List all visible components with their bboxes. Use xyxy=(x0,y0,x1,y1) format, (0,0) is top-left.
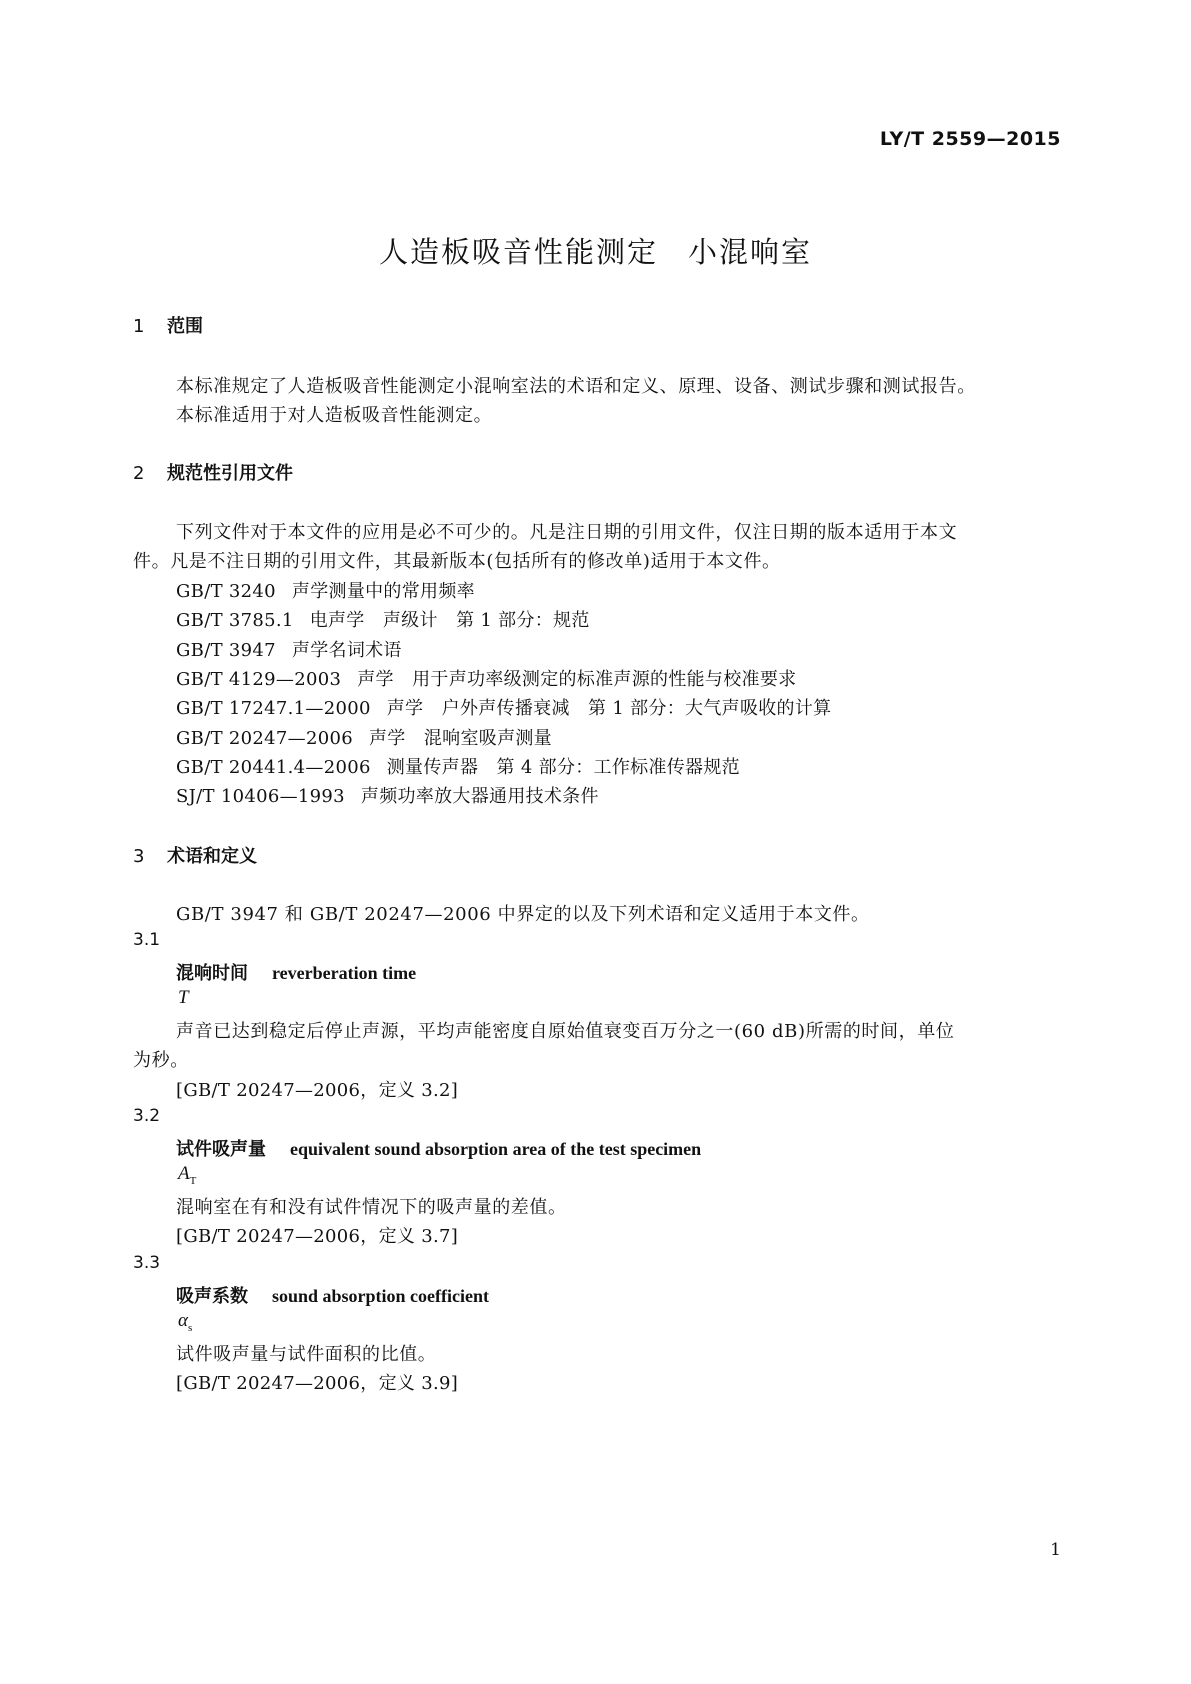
clause-number: 3.3 xyxy=(133,1253,161,1273)
title-main: 人造板吸音性能测定 xyxy=(378,235,658,269)
reference-item: GB/T 3240 声学测量中的常用频率 xyxy=(176,581,475,602)
term-definition: 声音已达到稳定后停止声源，平均声能密度自原始值衰变百万分之一(60 dB)所需的时间，单位 xyxy=(176,1021,955,1042)
clause-number: 3.1 xyxy=(133,930,161,950)
term-definition-continued: 为秒。 xyxy=(133,1050,189,1071)
references-intro-line-1: 下列文件对于本文件的应用是必不可少的。凡是注日期的引用文件，仅注日期的版本适用于本文 xyxy=(176,522,958,543)
title-sub: 小混响室 xyxy=(688,235,813,269)
references-intro-line-2: 件。凡是不注日期的引用文件，其最新版本(包括所有的修改单)适用于本文件。 xyxy=(133,551,781,572)
clause-number: 3.2 xyxy=(133,1106,161,1126)
reference-item: GB/T 17247.1—2000 声学 户外声传播衰减 第 1 部分：大气声吸收的计算 xyxy=(176,698,832,719)
reference-item: GB/T 20441.4—2006 测量传声器 第 4 部分：工作标准传器规范 xyxy=(176,757,740,778)
section-number: 3 xyxy=(133,846,145,867)
section-title: 术语和定义 xyxy=(167,846,257,867)
section-2-heading xyxy=(133,459,293,485)
scope-paragraph-2: 本标准适用于对人造板吸音性能测定。 xyxy=(176,405,493,426)
section-number: 2 xyxy=(133,463,145,484)
section-title: 规范性引用文件 xyxy=(167,463,293,484)
section-1-heading xyxy=(133,312,203,338)
document-title xyxy=(0,230,1191,271)
section-number: 1 xyxy=(133,316,145,337)
reference-item: SJ/T 10406—1993 声频功率放大器通用技术条件 xyxy=(176,786,599,807)
term-heading: 混响时间 reverberation time xyxy=(176,963,417,984)
section-3-heading xyxy=(133,842,257,868)
reference-item: GB/T 3785.1 电声学 声级计 第 1 部分：规范 xyxy=(176,610,590,631)
term-heading: 试件吸声量 equivalent sound absorption area of the test specimen xyxy=(176,1139,702,1160)
page-number: 1 xyxy=(1050,1540,1061,1560)
term-symbol: $A_T$ xyxy=(178,1163,197,1187)
terms-intro: GB/T 3947 和 GB/T 20247—2006 中界定的以及下列术语和定义适用于本文件。 xyxy=(176,904,870,925)
term-heading: 吸声系数 sound absorption coefficient xyxy=(176,1286,490,1307)
term-definition: 试件吸声量与试件面积的比值。 xyxy=(176,1344,437,1365)
reference-item: GB/T 4129—2003 声学 用于声功率级测定的标准声源的性能与校准要求 xyxy=(176,669,797,690)
section-title: 范围 xyxy=(167,316,203,337)
reference-item: GB/T 3947 声学名词术语 xyxy=(176,640,402,661)
term-source: [GB/T 20247—2006，定义 3.7] xyxy=(176,1226,459,1247)
standard-code: LY/T 2559—2015 xyxy=(879,128,1061,150)
term-source: [GB/T 20247—2006，定义 3.9] xyxy=(176,1373,459,1394)
term-definition: 混响室在有和没有试件情况下的吸声量的差值。 xyxy=(176,1197,567,1218)
term-symbol: T xyxy=(178,987,189,1008)
term-source: [GB/T 20247—2006，定义 3.2] xyxy=(176,1080,459,1101)
term-symbol: $\alpha_s$ xyxy=(178,1310,193,1334)
reference-item: GB/T 20247—2006 声学 混响室吸声测量 xyxy=(176,728,552,749)
scope-paragraph-1: 本标准规定了人造板吸音性能测定小混响室法的术语和定义、原理、设备、测试步骤和测试报告。 xyxy=(176,376,976,397)
